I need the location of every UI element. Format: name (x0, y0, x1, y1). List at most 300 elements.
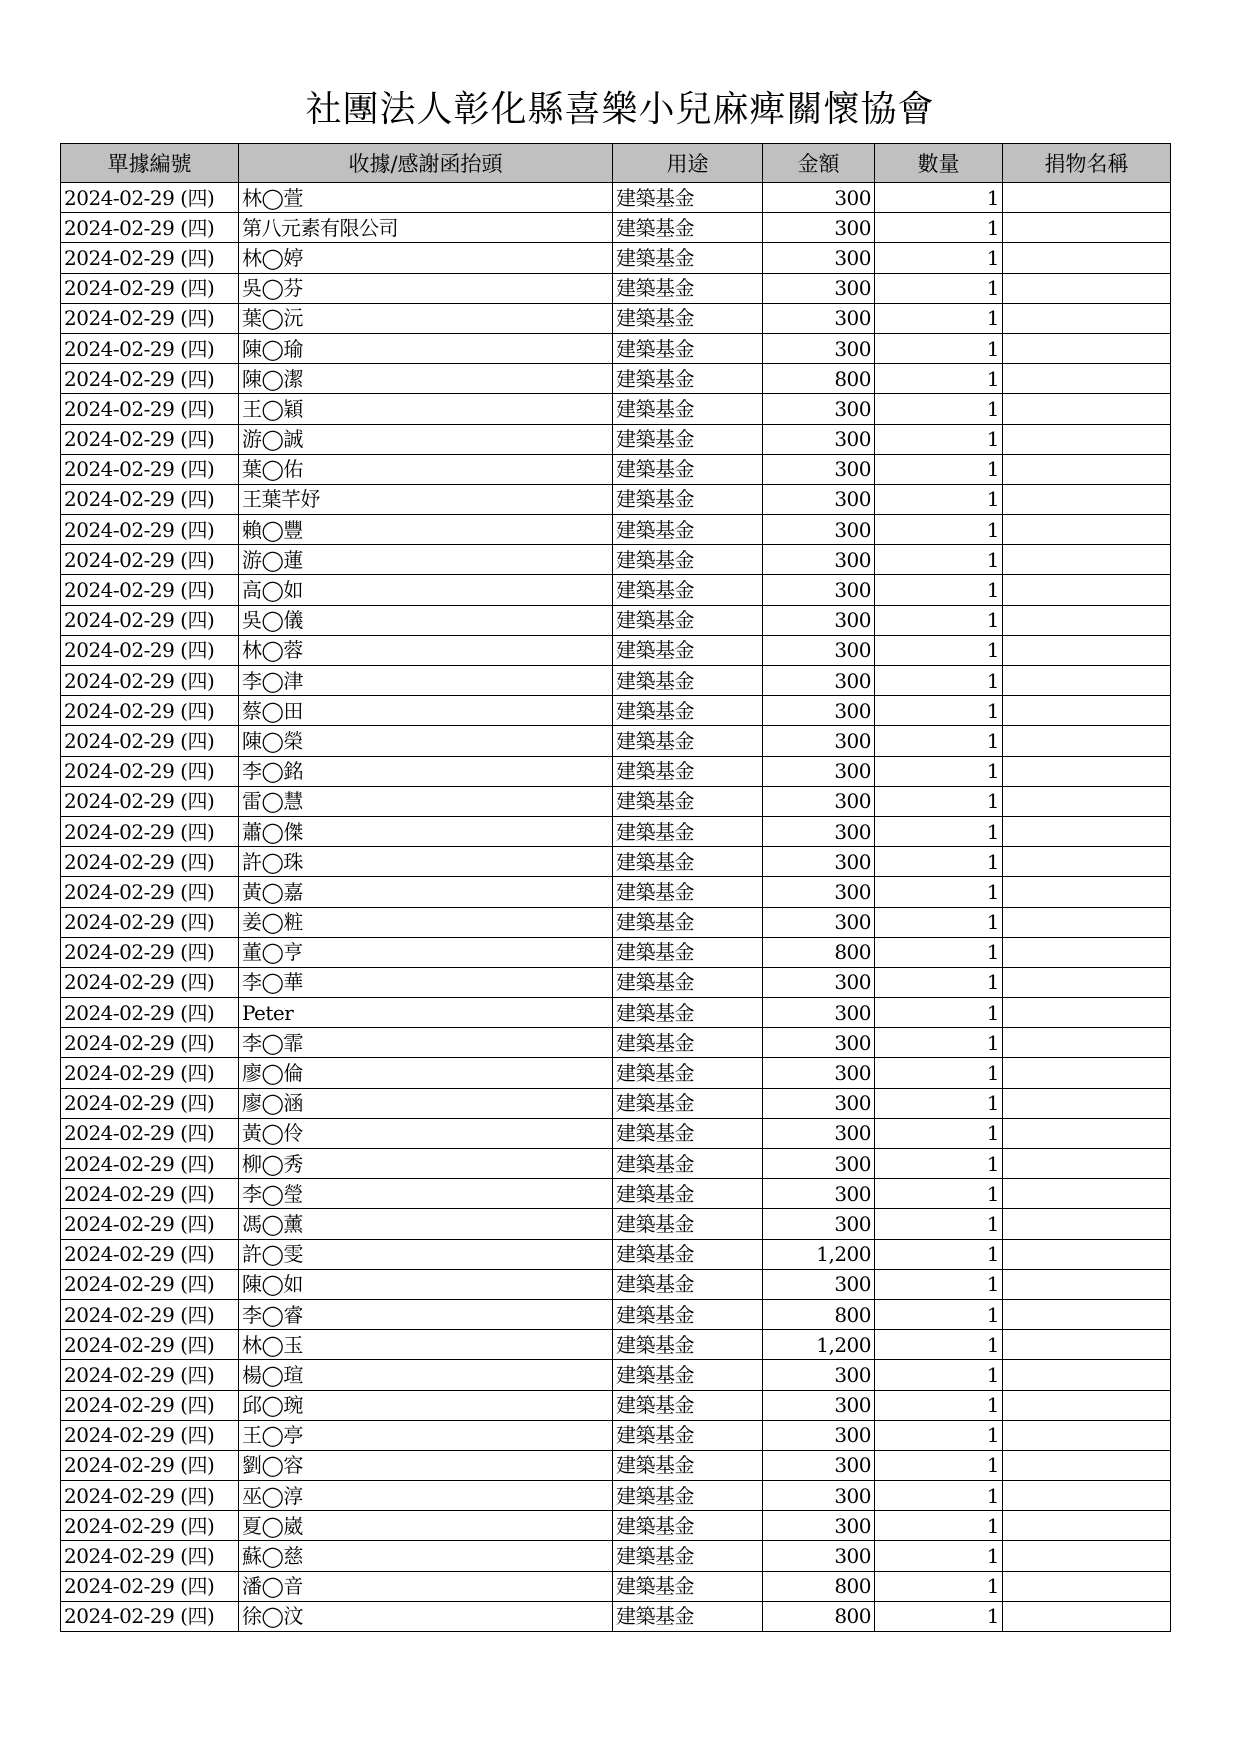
cell-item-name (1003, 635, 1171, 665)
cell-item-name (1003, 1420, 1171, 1450)
table-row (61, 1571, 1171, 1601)
table-row (61, 575, 1171, 605)
cell-receipt-title: 李◯華 (239, 967, 613, 997)
cell-receipt-title: 陳◯如 (239, 1269, 613, 1299)
cell-purpose: 建築基金 (613, 1088, 763, 1118)
table-row (61, 1390, 1171, 1420)
cell-purpose: 建築基金 (613, 847, 763, 877)
cell-receipt-title: 葉◯沅 (239, 303, 613, 333)
cell-receipt-title: 高◯如 (239, 575, 613, 605)
cell-receipt-no: 2024-02-29 (四) (61, 575, 239, 605)
table-row (61, 1239, 1171, 1269)
cell-quantity: 1 (875, 333, 1003, 363)
table-row (61, 816, 1171, 846)
cell-purpose: 建築基金 (613, 484, 763, 514)
table-row (61, 1299, 1171, 1329)
cell-quantity: 1 (875, 243, 1003, 273)
cell-receipt-no: 2024-02-29 (四) (61, 1179, 239, 1209)
cell-item-name (1003, 696, 1171, 726)
cell-quantity: 1 (875, 998, 1003, 1028)
cell-receipt-title: 林◯萱 (239, 183, 613, 213)
table-row (61, 1541, 1171, 1571)
cell-quantity: 1 (875, 1330, 1003, 1360)
cell-receipt-title: 陳◯潔 (239, 364, 613, 394)
cell-amount: 300 (763, 424, 875, 454)
cell-amount: 300 (763, 394, 875, 424)
cell-receipt-no: 2024-02-29 (四) (61, 816, 239, 846)
cell-quantity: 1 (875, 1058, 1003, 1088)
cell-amount: 300 (763, 1088, 875, 1118)
cell-amount: 300 (763, 1209, 875, 1239)
cell-purpose: 建築基金 (613, 1028, 763, 1058)
cell-quantity: 1 (875, 1088, 1003, 1118)
cell-amount: 300 (763, 1058, 875, 1088)
cell-quantity: 1 (875, 1299, 1003, 1329)
cell-receipt-no: 2024-02-29 (四) (61, 1028, 239, 1058)
cell-receipt-title: 董◯亨 (239, 937, 613, 967)
cell-receipt-no: 2024-02-29 (四) (61, 424, 239, 454)
cell-amount: 300 (763, 1450, 875, 1480)
column-header-receipt-no: 單據編號 (61, 144, 239, 183)
column-header-amount: 金額 (763, 144, 875, 183)
cell-quantity: 1 (875, 967, 1003, 997)
cell-receipt-title: 馮◯薰 (239, 1209, 613, 1239)
cell-amount: 300 (763, 1420, 875, 1450)
cell-receipt-no: 2024-02-29 (四) (61, 183, 239, 213)
cell-item-name (1003, 213, 1171, 243)
cell-receipt-title: 李◯津 (239, 666, 613, 696)
cell-quantity: 1 (875, 1450, 1003, 1480)
cell-quantity: 1 (875, 1209, 1003, 1239)
cell-receipt-no: 2024-02-29 (四) (61, 1360, 239, 1390)
table-body (61, 183, 1171, 1632)
cell-item-name (1003, 847, 1171, 877)
table-row (61, 484, 1171, 514)
cell-quantity: 1 (875, 907, 1003, 937)
cell-amount: 300 (763, 786, 875, 816)
cell-purpose: 建築基金 (613, 635, 763, 665)
table-row (61, 1481, 1171, 1511)
cell-receipt-no: 2024-02-29 (四) (61, 726, 239, 756)
cell-quantity: 1 (875, 454, 1003, 484)
cell-quantity: 1 (875, 635, 1003, 665)
cell-quantity: 1 (875, 816, 1003, 846)
cell-receipt-title: 李◯霏 (239, 1028, 613, 1058)
table-row (61, 877, 1171, 907)
table-row (61, 1511, 1171, 1541)
cell-item-name (1003, 1088, 1171, 1118)
column-header-quantity: 數量 (875, 144, 1003, 183)
cell-quantity: 1 (875, 786, 1003, 816)
cell-quantity: 1 (875, 937, 1003, 967)
table-row (61, 1330, 1171, 1360)
cell-item-name (1003, 605, 1171, 635)
cell-item-name (1003, 364, 1171, 394)
cell-purpose: 建築基金 (613, 333, 763, 363)
cell-purpose: 建築基金 (613, 666, 763, 696)
cell-item-name (1003, 998, 1171, 1028)
cell-item-name (1003, 1360, 1171, 1390)
cell-purpose: 建築基金 (613, 515, 763, 545)
cell-quantity: 1 (875, 575, 1003, 605)
cell-quantity: 1 (875, 1239, 1003, 1269)
cell-amount: 300 (763, 303, 875, 333)
cell-receipt-title: 第八元素有限公司 (239, 213, 613, 243)
cell-quantity: 1 (875, 1118, 1003, 1148)
cell-amount: 300 (763, 877, 875, 907)
cell-purpose: 建築基金 (613, 816, 763, 846)
cell-quantity: 1 (875, 1390, 1003, 1420)
cell-item-name (1003, 1601, 1171, 1631)
cell-receipt-no: 2024-02-29 (四) (61, 364, 239, 394)
cell-purpose: 建築基金 (613, 424, 763, 454)
cell-amount: 800 (763, 364, 875, 394)
cell-item-name (1003, 575, 1171, 605)
cell-receipt-no: 2024-02-29 (四) (61, 1601, 239, 1631)
cell-purpose: 建築基金 (613, 1239, 763, 1269)
cell-item-name (1003, 756, 1171, 786)
cell-quantity: 1 (875, 877, 1003, 907)
table-row (61, 726, 1171, 756)
cell-receipt-no: 2024-02-29 (四) (61, 454, 239, 484)
cell-receipt-no: 2024-02-29 (四) (61, 967, 239, 997)
table-row (61, 786, 1171, 816)
cell-amount: 300 (763, 1511, 875, 1541)
cell-receipt-no: 2024-02-29 (四) (61, 1088, 239, 1118)
cell-quantity: 1 (875, 1541, 1003, 1571)
cell-amount: 300 (763, 183, 875, 213)
cell-purpose: 建築基金 (613, 243, 763, 273)
cell-amount: 300 (763, 1269, 875, 1299)
cell-item-name (1003, 1269, 1171, 1299)
cell-quantity: 1 (875, 273, 1003, 303)
cell-purpose: 建築基金 (613, 1209, 763, 1239)
cell-quantity: 1 (875, 303, 1003, 333)
cell-receipt-no: 2024-02-29 (四) (61, 1511, 239, 1541)
cell-purpose: 建築基金 (613, 967, 763, 997)
cell-receipt-title: 蘇◯慈 (239, 1541, 613, 1571)
cell-item-name (1003, 1330, 1171, 1360)
cell-receipt-title: 李◯睿 (239, 1299, 613, 1329)
cell-receipt-title: 林◯蓉 (239, 635, 613, 665)
cell-receipt-no: 2024-02-29 (四) (61, 515, 239, 545)
cell-purpose: 建築基金 (613, 1118, 763, 1148)
cell-item-name (1003, 1541, 1171, 1571)
cell-item-name (1003, 1571, 1171, 1601)
cell-item-name (1003, 816, 1171, 846)
cell-purpose: 建築基金 (613, 303, 763, 333)
cell-amount: 300 (763, 1118, 875, 1148)
cell-receipt-no: 2024-02-29 (四) (61, 243, 239, 273)
table-row (61, 273, 1171, 303)
cell-receipt-title: 廖◯涵 (239, 1088, 613, 1118)
table-row (61, 756, 1171, 786)
table-row (61, 1450, 1171, 1480)
table-row (61, 967, 1171, 997)
cell-receipt-no: 2024-02-29 (四) (61, 1269, 239, 1299)
cell-receipt-no: 2024-02-29 (四) (61, 635, 239, 665)
cell-purpose: 建築基金 (613, 1601, 763, 1631)
cell-receipt-title: 黃◯伶 (239, 1118, 613, 1148)
table-row (61, 1118, 1171, 1148)
cell-item-name (1003, 1511, 1171, 1541)
table-row (61, 364, 1171, 394)
cell-item-name (1003, 545, 1171, 575)
cell-quantity: 1 (875, 1511, 1003, 1541)
table-row (61, 1058, 1171, 1088)
cell-item-name (1003, 786, 1171, 816)
cell-item-name (1003, 1450, 1171, 1480)
table-row (61, 1179, 1171, 1209)
cell-purpose: 建築基金 (613, 1330, 763, 1360)
cell-item-name (1003, 1299, 1171, 1329)
cell-receipt-title: 姜◯粧 (239, 907, 613, 937)
table-row (61, 605, 1171, 635)
cell-receipt-title: 夏◯崴 (239, 1511, 613, 1541)
cell-item-name (1003, 454, 1171, 484)
cell-quantity: 1 (875, 696, 1003, 726)
cell-item-name (1003, 1390, 1171, 1420)
cell-receipt-no: 2024-02-29 (四) (61, 877, 239, 907)
cell-purpose: 建築基金 (613, 756, 763, 786)
table-row (61, 424, 1171, 454)
cell-receipt-title: 游◯誠 (239, 424, 613, 454)
cell-quantity: 1 (875, 1481, 1003, 1511)
cell-receipt-no: 2024-02-29 (四) (61, 1481, 239, 1511)
cell-receipt-no: 2024-02-29 (四) (61, 756, 239, 786)
table-row (61, 998, 1171, 1028)
cell-amount: 800 (763, 1601, 875, 1631)
cell-receipt-title: 蔡◯田 (239, 696, 613, 726)
cell-purpose: 建築基金 (613, 1058, 763, 1088)
cell-receipt-title: 陳◯瑜 (239, 333, 613, 363)
cell-quantity: 1 (875, 1360, 1003, 1390)
cell-receipt-no: 2024-02-29 (四) (61, 484, 239, 514)
table-row (61, 1149, 1171, 1179)
cell-item-name (1003, 877, 1171, 907)
cell-receipt-title: 楊◯瑄 (239, 1360, 613, 1390)
cell-item-name (1003, 937, 1171, 967)
table-row (61, 1209, 1171, 1239)
cell-amount: 300 (763, 1481, 875, 1511)
cell-receipt-title: 吳◯芬 (239, 273, 613, 303)
cell-receipt-title: 許◯珠 (239, 847, 613, 877)
cell-receipt-title: 游◯蓮 (239, 545, 613, 575)
cell-amount: 300 (763, 1541, 875, 1571)
cell-item-name (1003, 1481, 1171, 1511)
cell-receipt-no: 2024-02-29 (四) (61, 1149, 239, 1179)
cell-purpose: 建築基金 (613, 454, 763, 484)
cell-purpose: 建築基金 (613, 183, 763, 213)
cell-receipt-no: 2024-02-29 (四) (61, 1299, 239, 1329)
cell-amount: 1,200 (763, 1239, 875, 1269)
cell-amount: 300 (763, 907, 875, 937)
cell-item-name (1003, 666, 1171, 696)
cell-amount: 800 (763, 1299, 875, 1329)
cell-receipt-title: Peter (239, 998, 613, 1028)
table-row (61, 545, 1171, 575)
cell-receipt-no: 2024-02-29 (四) (61, 1390, 239, 1420)
page-title: 社團法人彰化縣喜樂小兒麻痺關懷協會 (305, 89, 935, 130)
cell-quantity: 1 (875, 213, 1003, 243)
cell-purpose: 建築基金 (613, 1420, 763, 1450)
cell-item-name (1003, 726, 1171, 756)
cell-receipt-no: 2024-02-29 (四) (61, 1118, 239, 1148)
table-row (61, 1269, 1171, 1299)
cell-purpose: 建築基金 (613, 1481, 763, 1511)
table-row (61, 183, 1171, 213)
table-row (61, 303, 1171, 333)
cell-amount: 300 (763, 696, 875, 726)
cell-purpose: 建築基金 (613, 545, 763, 575)
cell-item-name (1003, 1118, 1171, 1148)
cell-receipt-no: 2024-02-29 (四) (61, 907, 239, 937)
cell-quantity: 1 (875, 515, 1003, 545)
table-row (61, 907, 1171, 937)
cell-amount: 300 (763, 967, 875, 997)
cell-receipt-no: 2024-02-29 (四) (61, 1239, 239, 1269)
cell-quantity: 1 (875, 1269, 1003, 1299)
cell-purpose: 建築基金 (613, 1149, 763, 1179)
cell-purpose: 建築基金 (613, 1541, 763, 1571)
cell-receipt-no: 2024-02-29 (四) (61, 786, 239, 816)
cell-quantity: 1 (875, 484, 1003, 514)
table-row (61, 1028, 1171, 1058)
cell-quantity: 1 (875, 726, 1003, 756)
cell-amount: 300 (763, 726, 875, 756)
cell-receipt-no: 2024-02-29 (四) (61, 696, 239, 726)
cell-receipt-title: 巫◯淳 (239, 1481, 613, 1511)
cell-item-name (1003, 1028, 1171, 1058)
cell-amount: 300 (763, 213, 875, 243)
cell-receipt-no: 2024-02-29 (四) (61, 1209, 239, 1239)
table-row (61, 696, 1171, 726)
cell-receipt-title: 潘◯音 (239, 1571, 613, 1601)
cell-item-name (1003, 907, 1171, 937)
cell-purpose: 建築基金 (613, 273, 763, 303)
cell-amount: 300 (763, 1179, 875, 1209)
cell-item-name (1003, 1209, 1171, 1239)
cell-item-name (1003, 333, 1171, 363)
cell-receipt-no: 2024-02-29 (四) (61, 605, 239, 635)
cell-receipt-no: 2024-02-29 (四) (61, 666, 239, 696)
cell-receipt-title: 吳◯儀 (239, 605, 613, 635)
cell-quantity: 1 (875, 1601, 1003, 1631)
column-header-purpose: 用途 (613, 144, 763, 183)
cell-receipt-no: 2024-02-29 (四) (61, 1571, 239, 1601)
cell-amount: 300 (763, 1360, 875, 1390)
cell-receipt-no: 2024-02-29 (四) (61, 1330, 239, 1360)
cell-amount: 300 (763, 545, 875, 575)
cell-purpose: 建築基金 (613, 1390, 763, 1420)
cell-quantity: 1 (875, 394, 1003, 424)
cell-item-name (1003, 183, 1171, 213)
cell-receipt-title: 柳◯秀 (239, 1149, 613, 1179)
cell-amount: 300 (763, 333, 875, 363)
cell-amount: 300 (763, 1149, 875, 1179)
cell-quantity: 1 (875, 1179, 1003, 1209)
cell-purpose: 建築基金 (613, 1179, 763, 1209)
cell-item-name (1003, 394, 1171, 424)
cell-item-name (1003, 967, 1171, 997)
cell-amount: 300 (763, 998, 875, 1028)
cell-amount: 800 (763, 1571, 875, 1601)
donation-table (60, 143, 1171, 1632)
cell-purpose: 建築基金 (613, 1450, 763, 1480)
cell-purpose: 建築基金 (613, 937, 763, 967)
cell-receipt-no: 2024-02-29 (四) (61, 1420, 239, 1450)
cell-amount: 800 (763, 937, 875, 967)
cell-amount: 300 (763, 847, 875, 877)
table-row (61, 1360, 1171, 1390)
table-row (61, 1420, 1171, 1450)
cell-receipt-no: 2024-02-29 (四) (61, 273, 239, 303)
cell-receipt-no: 2024-02-29 (四) (61, 333, 239, 363)
cell-purpose: 建築基金 (613, 1511, 763, 1541)
cell-receipt-title: 陳◯榮 (239, 726, 613, 756)
cell-quantity: 1 (875, 666, 1003, 696)
cell-purpose: 建築基金 (613, 877, 763, 907)
cell-receipt-title: 王◯穎 (239, 394, 613, 424)
cell-receipt-title: 許◯雯 (239, 1239, 613, 1269)
cell-item-name (1003, 1179, 1171, 1209)
cell-receipt-title: 黃◯嘉 (239, 877, 613, 907)
cell-receipt-title: 葉◯佑 (239, 454, 613, 484)
cell-quantity: 1 (875, 847, 1003, 877)
cell-purpose: 建築基金 (613, 907, 763, 937)
cell-quantity: 1 (875, 1028, 1003, 1058)
cell-receipt-title: 徐◯汶 (239, 1601, 613, 1631)
table-row (61, 1601, 1171, 1631)
cell-purpose: 建築基金 (613, 605, 763, 635)
column-header-receipt-title: 收據/感謝函抬頭 (239, 144, 613, 183)
cell-quantity: 1 (875, 605, 1003, 635)
cell-receipt-no: 2024-02-29 (四) (61, 545, 239, 575)
cell-amount: 300 (763, 484, 875, 514)
cell-purpose: 建築基金 (613, 575, 763, 605)
cell-receipt-no: 2024-02-29 (四) (61, 213, 239, 243)
cell-quantity: 1 (875, 545, 1003, 575)
cell-purpose: 建築基金 (613, 364, 763, 394)
cell-purpose: 建築基金 (613, 998, 763, 1028)
cell-amount: 1,200 (763, 1330, 875, 1360)
cell-amount: 300 (763, 575, 875, 605)
cell-amount: 300 (763, 515, 875, 545)
cell-amount: 300 (763, 666, 875, 696)
cell-amount: 300 (763, 1390, 875, 1420)
table-row (61, 515, 1171, 545)
cell-receipt-title: 廖◯倫 (239, 1058, 613, 1088)
cell-receipt-no: 2024-02-29 (四) (61, 1541, 239, 1571)
cell-amount: 300 (763, 635, 875, 665)
cell-quantity: 1 (875, 424, 1003, 454)
cell-receipt-no: 2024-02-29 (四) (61, 394, 239, 424)
cell-amount: 300 (763, 1028, 875, 1058)
cell-receipt-title: 李◯瑩 (239, 1179, 613, 1209)
cell-purpose: 建築基金 (613, 1360, 763, 1390)
cell-receipt-title: 賴◯豐 (239, 515, 613, 545)
cell-receipt-title: 劉◯容 (239, 1450, 613, 1480)
cell-item-name (1003, 1149, 1171, 1179)
table-row (61, 635, 1171, 665)
cell-receipt-title: 林◯玉 (239, 1330, 613, 1360)
cell-receipt-no: 2024-02-29 (四) (61, 1058, 239, 1088)
column-header-item-name: 捐物名稱 (1003, 144, 1171, 183)
table-row (61, 454, 1171, 484)
cell-quantity: 1 (875, 756, 1003, 786)
cell-item-name (1003, 303, 1171, 333)
cell-purpose: 建築基金 (613, 1571, 763, 1601)
